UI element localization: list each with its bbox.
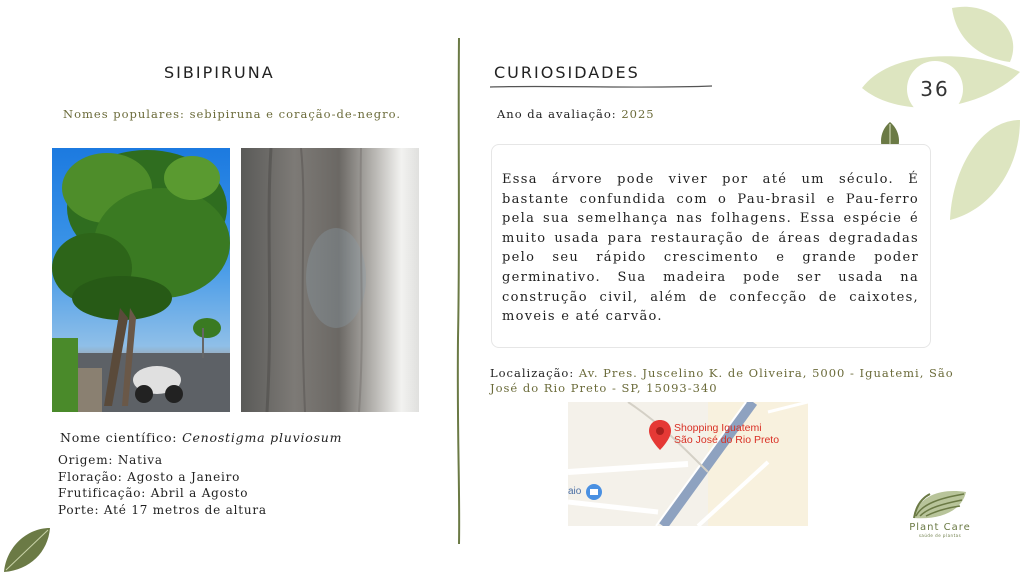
page-number: 36 — [920, 77, 950, 101]
plant-care-logo — [900, 486, 980, 538]
map-place-label — [674, 422, 779, 446]
location-map[interactable] — [568, 402, 808, 526]
map-pin-icon[interactable] — [649, 420, 671, 450]
year-value: 2025 — [621, 107, 655, 121]
origin-text: Origem: Nativa — [58, 453, 163, 467]
page-number-badge — [907, 61, 963, 117]
scientific-label: Nome científico: — [60, 430, 183, 445]
map-edge-label: aio — [568, 486, 582, 497]
size-text: Porte: Até 17 metros de altura — [58, 502, 267, 517]
logo-name: Plant Care — [909, 522, 971, 533]
location-value: Av. Pres. Juscelino K. de Oliveira, 5000 - Iguatemi, São José do Rio Preto - SP, 15093-340 — [490, 366, 954, 395]
center-divider — [455, 38, 463, 544]
location-label: Localização: — [490, 366, 579, 380]
flowering-text: Floração: Agosto a Janeiro — [58, 469, 241, 484]
title-underline — [490, 84, 712, 90]
curiosities-title: CURIOSIDADES — [494, 63, 640, 82]
leaf-bottom-left-icon — [0, 524, 52, 576]
evaluation-year — [497, 107, 655, 121]
map-place-line1: Shopping Iguatemi — [674, 422, 762, 434]
map-place-line2: São José do Rio Preto — [674, 434, 780, 446]
tree-photo — [52, 148, 230, 412]
tree-title: SIBIPIRUNA — [164, 63, 275, 82]
curiosity-card — [491, 144, 931, 348]
curiosity-text: Essa árvore pode viver por até um século. É bastante confundida com o Pau-brasil e Pau-ferro pela sua semelhança nas folhagens. Essa espécie é muito usada para restauração de áreas degradadas pelo seu rápido crescimento e grande poder germinativo. Sua madeira pode ser usada na construção civil, além de confecção de caixotes, moveis e até carvão. — [502, 172, 919, 325]
scientific-name-line — [60, 430, 342, 447]
scientific-name: Cenostigma pluviosum — [182, 430, 343, 445]
year-label: Ano da avaliação: — [497, 107, 622, 121]
popular-names: Nomes populares: sebipiruna e coração-de-negro. — [63, 107, 401, 121]
location-text — [490, 366, 980, 396]
logo-leaf-icon — [912, 486, 968, 520]
tree-facts — [58, 452, 267, 518]
logo-tagline: saúde de plantas — [918, 533, 962, 538]
fruiting-text: Frutificação: Abril a Agosto — [58, 486, 249, 500]
bark-photo — [241, 148, 419, 412]
